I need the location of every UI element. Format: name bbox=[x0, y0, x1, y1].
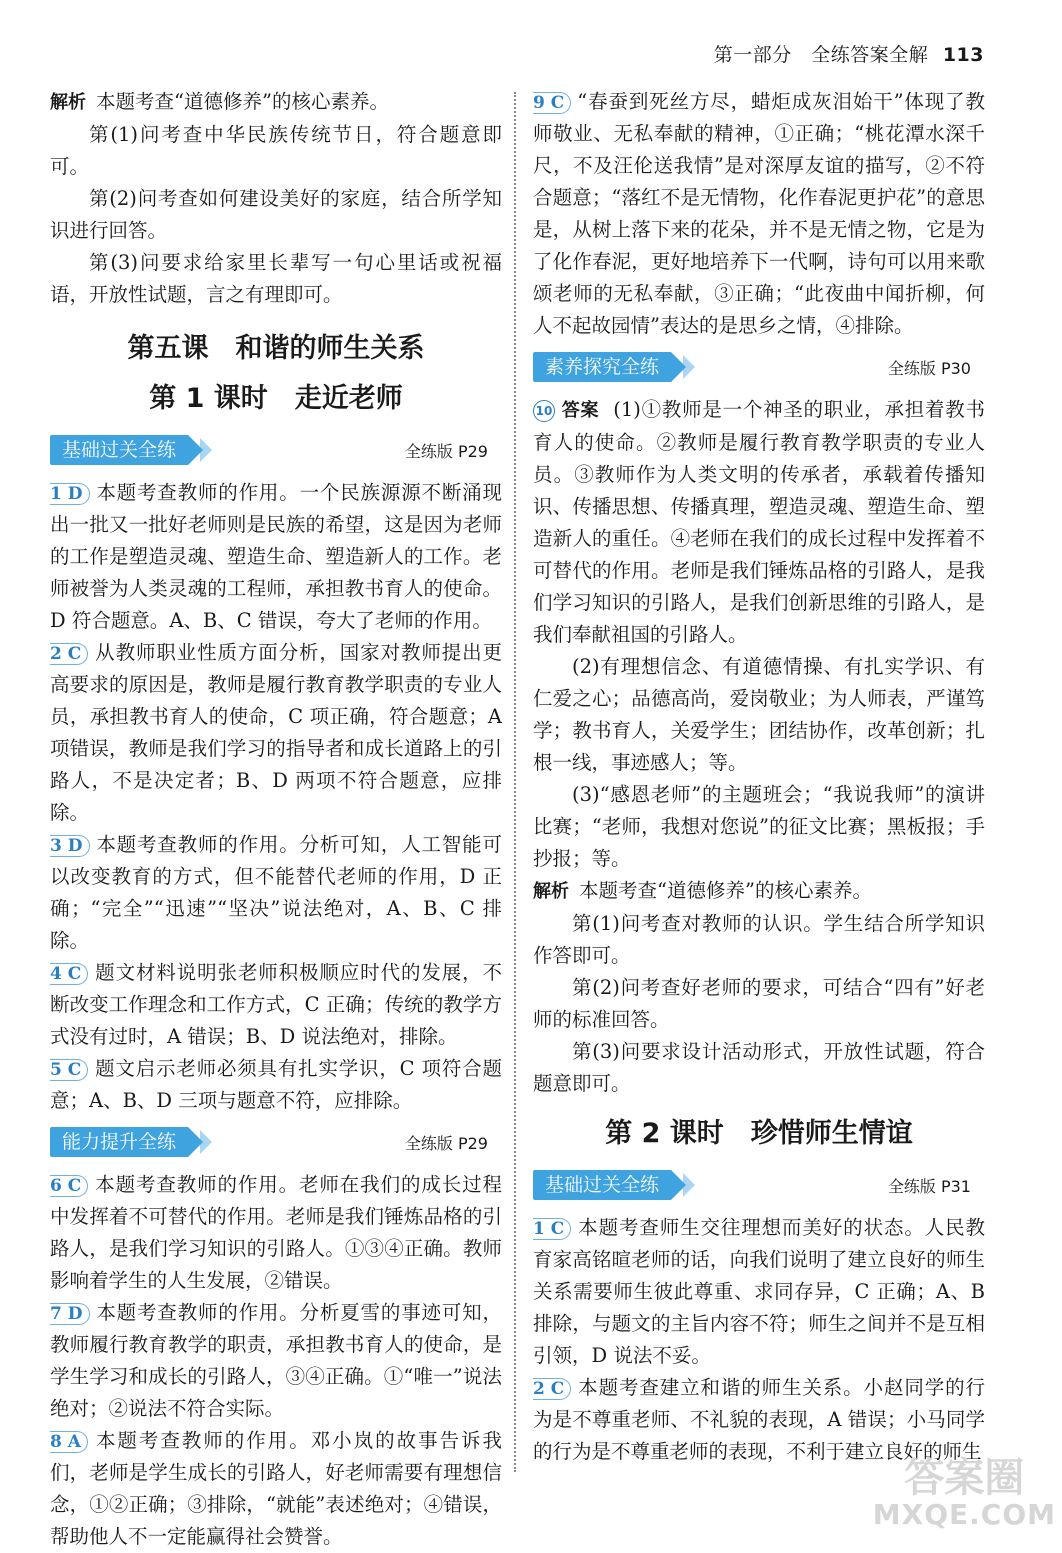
header-section-title: 第一部分 全练答案全解 bbox=[713, 44, 929, 66]
answer-tag: 5 C bbox=[50, 1059, 88, 1081]
section-header bbox=[533, 1168, 985, 1202]
section-ribbon: 基础过关全练 bbox=[50, 435, 188, 465]
answer-item: 6 C 本题考查教师的作用。老师在我们的成长过程中发挥着不可替代的作用。老师是我们锤炼品格的引路人，是我们学习知识的引路人。①③④正确。教师影响着学生的人生发展，②错误。 bbox=[50, 1173, 502, 1292]
answer-item: 4 C 题文材料说明张老师积极顺应时代的发展，不断改变工作理念和工作方式，C 正确；传统的教学方式没有过时，A 错误；B、D 说法绝对，排除。 bbox=[50, 961, 502, 1048]
analysis-label: 解析 bbox=[533, 881, 569, 902]
section-ref: 全练版 P29 bbox=[404, 1133, 488, 1153]
answer-item: 3 D 本题考查教师的作用。分析可知，人工智能可以改变教育的方式，但不能替代老师的作用，D 正确；“完全”“迅速”“坚决”说法绝对，A、B、C 排除。 bbox=[50, 833, 502, 952]
answer-item: 8 A 本题考查教师的作用。邓小岚的故事告诉我们，老师是学生成长的引路人，好老师需要有理想信念，①②正确；③排除，“就能”表述绝对；④错误，帮助他人不一定能赢得社会赞誉。 bbox=[50, 1429, 502, 1548]
section-header bbox=[533, 350, 985, 384]
answer-item: 1 C 本题考查师生交往理想而美好的状态。人民教育家高铭暄老师的话，向我们说明了建立良好的师生关系需要师生彼此尊重、求同存异，C 正确；A、B 排除，与题文的主旨内容不符；师生之间并不是互相引领，D 说法不妥。 bbox=[533, 1216, 985, 1367]
answer-tag: 3 D bbox=[50, 835, 90, 857]
analysis-line: 第(2)问考查好老师的要求，可结合“四有”好老师的标准回答。 bbox=[533, 976, 985, 1031]
analysis-line: 第(1)问考查中华民族传统节日，符合题意即可。 bbox=[50, 123, 502, 178]
answer-paragraph: (3)“感恩老师”的主题班会；“我说我师”的演讲比赛；“老师，我想对您说”的征文比赛；黑板报；手抄报；等。 bbox=[533, 783, 985, 870]
answer-tag: 2 C bbox=[50, 643, 88, 665]
right-column bbox=[533, 86, 985, 1468]
section-ribbon: 素养探究全练 bbox=[533, 352, 671, 382]
period-title: 第 1 课时 走近老师 bbox=[149, 383, 403, 414]
answer-paragraph: (2)有理想信念、有道德情操、有扎实学识、有仁爱之心；品德高尚，爱岗敬业；为人师表，严谨笃学；教书育人，关爱学生；团结协作，改革创新；扎根一线，事迹感人；等。 bbox=[533, 655, 985, 774]
answer-item: 2 C 从教师职业性质方面分析，国家对教师提出更高要求的原因是，教师是履行教育教学职责的专业人员，承担教书育人的使命，C 项正确，符合题意；A 项错误，教师是我们学习的指导者和成长道路上的引路人，不是决定者；B、D 两项不符合题意，应排除。 bbox=[50, 641, 502, 824]
period-title: 第 2 课时 珍惜师生情谊 bbox=[605, 1118, 913, 1149]
section-ref: 全练版 P31 bbox=[887, 1176, 971, 1196]
analysis-line: 第(2)问考查如何建设美好的家庭，结合所学知识进行回答。 bbox=[50, 187, 502, 242]
section-ref: 全练版 P30 bbox=[887, 358, 971, 378]
column-divider bbox=[514, 92, 516, 1472]
answer-tag: 1 C bbox=[533, 1218, 571, 1240]
section-header bbox=[50, 1125, 502, 1159]
answer-item: 1 D 本题考查教师的作用。一个民族源源不断涌现出一批又一批好老师则是民族的希望，这是因为老师的工作是塑造灵魂、塑造生命、塑造新人的工作。老师被誉为人类灵魂的工程师，承担教书育人的使命。D 符合题意。A、B、C 错误，夸大了老师的作用。 bbox=[50, 481, 502, 632]
answer-label: 答案 bbox=[561, 400, 600, 421]
analysis-line: 本题考查“道德修养”的核心素养。 bbox=[96, 90, 389, 113]
analysis-paragraph: 解析 本题考查“道德修养”的核心素养。 bbox=[533, 879, 872, 902]
page-number: 113 bbox=[942, 44, 984, 66]
analysis-label: 解析 bbox=[50, 92, 86, 113]
analysis-line: 第(3)问要求设计活动形式，开放性试题，符合题意即可。 bbox=[533, 1040, 985, 1095]
answer-item: 7 D 本题考查教师的作用。分析夏雪的事迹可知，教师履行教育教学的职责，承担教书育人的使命，是学生学习和成长的引路人，③④正确。①“唯一”说法绝对；②说法不符合实际。 bbox=[50, 1301, 502, 1420]
intro-analysis bbox=[50, 86, 502, 119]
watermark-logo: 答案圈 MXQE.COM bbox=[872, 1455, 1056, 1531]
section-ref: 全练版 P29 bbox=[404, 441, 488, 461]
answer-tag: 9 C bbox=[533, 92, 571, 114]
section-ribbon: 基础过关全练 bbox=[533, 1170, 671, 1200]
question-number: 10 bbox=[533, 400, 555, 422]
answer-tag: 2 C bbox=[533, 1378, 571, 1400]
page-header bbox=[714, 40, 984, 67]
answer-tag: 4 C bbox=[50, 963, 88, 985]
answer-item: 2 C 本题考查建立和谐的师生关系。小赵同学的行为是不尊重老师、不礼貌的表现，A 错误；小马同学的行为是不尊重老师的表现，不利于建立良好的师生 bbox=[533, 1376, 985, 1463]
answer-tag: 7 D bbox=[50, 1303, 90, 1325]
answer-tag: 8 A bbox=[50, 1431, 88, 1453]
section-ribbon: 能力提升全练 bbox=[50, 1127, 188, 1157]
answer-item: 9 C “春蚕到死丝方尽，蜡炬成灰泪始干”体现了教师敬业、无私奉献的精神，①正确；“桃花潭水深千尺，不及汪伦送我情”是对深厚友谊的描写，②不符合题意；“落红不是无情物，化作春泥更护花”的意思是，从树上落下来的花朵，并不是无情之物，它是为了化作春泥，更好地培养下一代啊，诗句可以用来歌颂老师的无私奉献，③正确；“此夜曲中闻折柳，何人不起故园情”表达的是思乡之情，④排除。 bbox=[533, 90, 985, 337]
answer-item: 10 答案 (1)①教师是一个神圣的职业，承担着教书育人的使命。②教师是履行教育教学职责的专业人员。③教师作为人类文明的传承者，承载着传播知识、传播思想、传播真理，塑造灵魂、塑造生命、塑造新人的重任。④老师在我们的成长过程中发挥着不可替代的作用。老师是我们锤炼品格的引路人，是我们学习知识的引路人，是我们创新思维的引路人，是我们奉献祖国的引路人。 bbox=[533, 398, 986, 646]
answer-tag: 6 C bbox=[50, 1175, 88, 1197]
answer-tag: 1 D bbox=[50, 483, 90, 505]
section-header bbox=[50, 433, 502, 467]
lesson-title: 第五课 和谐的师生关系 bbox=[127, 333, 425, 364]
analysis-line: 第(3)问要求给家里长辈写一句心里话或祝福语，开放性试题，言之有理即可。 bbox=[50, 251, 502, 306]
left-column bbox=[50, 86, 502, 1553]
analysis-line: 第(1)问考查对教师的认识。学生结合所学知识作答即可。 bbox=[533, 912, 985, 967]
answer-item: 5 C 题文启示老师必须具有扎实学识，C 项符合题意；A、B、D 三项与题意不符，应排除。 bbox=[50, 1057, 502, 1112]
